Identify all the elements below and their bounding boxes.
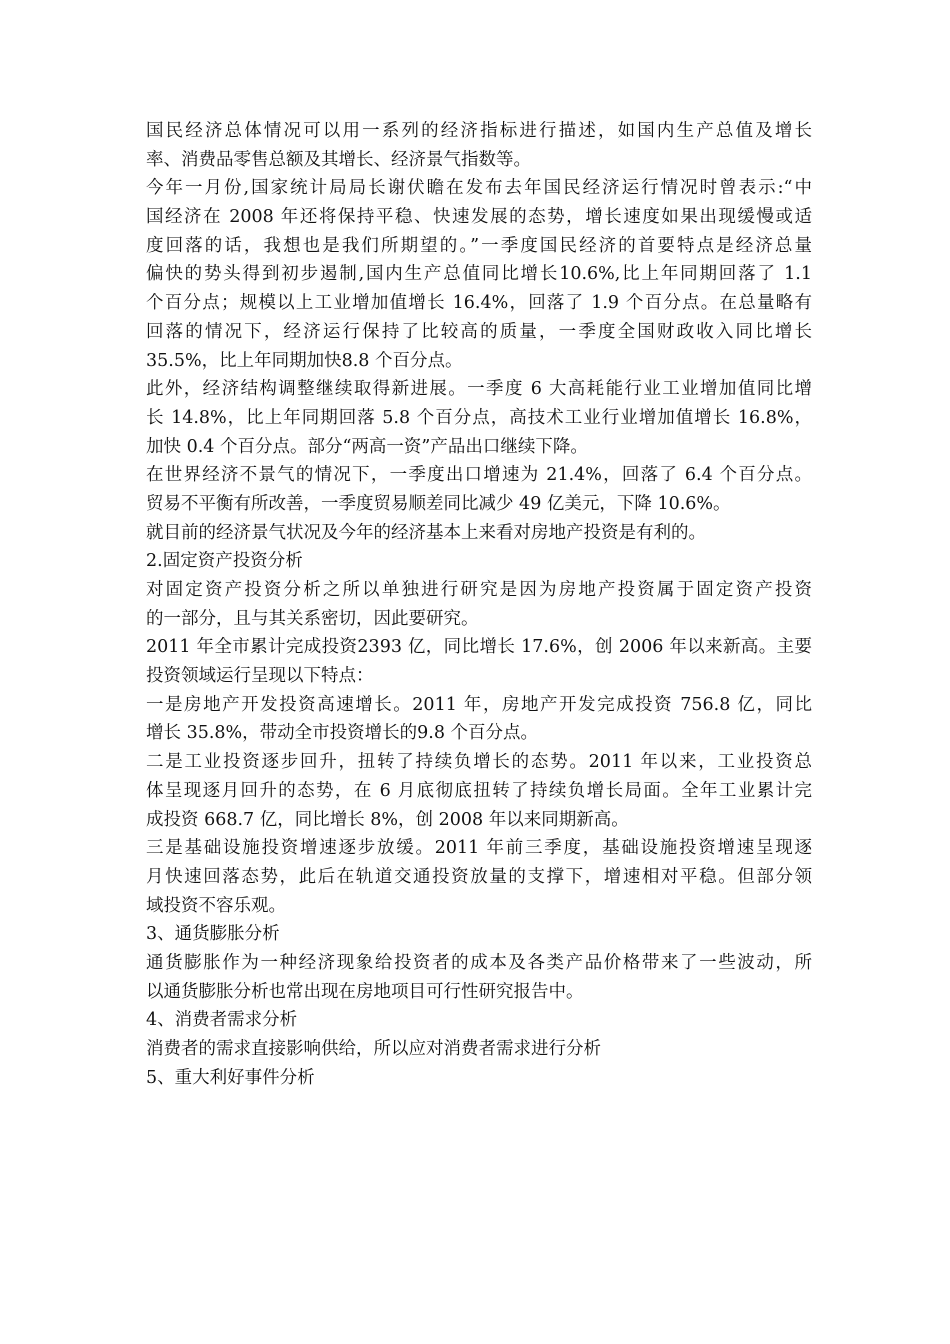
paragraph-line: 消费者的需求直接影响供给，所以应对消费者需求进行分析 [146,1039,601,1059]
section-heading: 2.固定资产投资分析 [146,551,303,572]
section-heading: 4、消费者需求分析 [146,1010,298,1031]
paragraph-line: 贸易不平衡有所改善，一季度贸易顺差同比减少 49 亿美元，下降 10.6%。 [146,493,731,514]
paragraph-line: 增长 35.8%，带动全市投资增长的9.8 个百分点。 [146,723,539,744]
paragraph-line: 三是基础设施投资增速逐步放缓。2011 年前三季度，基础设施投资增速呈现逐 [146,838,812,859]
paragraph-line: 度回落的话，我想也是我们所期望的。”一季度国民经济的首要特点是经济总量 [146,235,812,256]
paragraph-line: 一是房地产开发投资高速增长。2011 年，房地产开发完成投资 756.8 亿，同比 [146,694,812,715]
paragraph-line: 在世界经济不景气的情况下，一季度出口增速为 21.4%，回落了 6.4 个百分点。 [146,465,812,486]
paragraph-line: 回落的情况下，经济运行保持了比较高的质量，一季度全国财政收入同比增长 [146,321,812,342]
paragraph-line: 对固定资产投资分析之所以单独进行研究是因为房地产投资属于固定资产投资 [146,580,812,600]
section-heading: 3、通货膨胀分析 [146,924,280,945]
paragraph-line: 就目前的经济景气状况及今年的经济基本上来看对房地产投资是有利的。 [146,522,706,543]
paragraph-line: 35.5%，比上年同期加快8.8 个百分点。 [146,350,463,371]
paragraph-line: 2011 年全市累计完成投资2393 亿，同比增长 17.6%，创 2006 年以来新高。主要 [146,637,812,658]
paragraph-line: 投资领域运行呈现以下特点： [146,666,374,687]
paragraph-line: 成投资 668.7 亿，同比增长 8%，创 2008 年以来同期新高。 [146,809,629,830]
section-heading: 5、重大利好事件分析 [146,1067,315,1088]
paragraph-line: 体呈现逐月回升的态势，在 6 月底彻底扭转了持续负增长局面。全年工业累计完 [146,780,812,801]
paragraph-line: 加快 0.4 个百分点。部分“两高一资”产品出口继续下降。 [146,436,588,457]
paragraph-line: 域投资不容乐观。 [146,895,286,916]
paragraph-line: 此外，经济结构调整继续取得新进展。一季度 6 大高耗能行业工业增加值同比增 [146,379,812,400]
paragraph-line: 国经济在 2008 年还将保持平稳、快速发展的态势，增长速度如果出现缓慢或适 [146,207,812,228]
paragraph-line: 二是工业投资逐步回升，扭转了持续负增长的态势。2011 年以来，工业投资总 [146,752,812,773]
paragraph-line: 通货膨胀作为一种经济现象给投资者的成本及各类产品价格带来了一些波动，所 [146,952,812,973]
paragraph-line: 偏快的势头得到初步遏制,国内生产总值同比增长10.6%,比上年同期回落了 1.1 [146,264,812,285]
paragraph-line: 的一部分，且与其关系密切，因此要研究。 [146,608,479,629]
paragraph-line: 率、消费品零售总额及其增长、经济景气指数等。 [146,149,531,170]
paragraph-line: 今年一月份,国家统计局局长谢伏瞻在发布去年国民经济运行情况时曾表示:“中 [146,178,812,199]
document-page [146,117,812,1092]
paragraph-line: 个百分点；规模以上工业增加值增长 16.4%，回落了 1.9 个百分点。在总量略有 [146,293,812,314]
paragraph-line: 月快速回落态势，此后在轨道交通投资放量的支撑下，增速相对平稳。但部分领 [146,866,812,887]
paragraph-line: 长 14.8%，比上年同期回落 5.8 个百分点，高技术工业行业增加值增长 16.8%， [146,407,812,428]
paragraph-line: 以通货膨胀分析也常出现在房地项目可行性研究报告中。 [146,981,584,1002]
paragraph-line: 国民经济总体情况可以用一系列的经济指标进行描述，如国内生产总值及增长 [146,121,812,141]
